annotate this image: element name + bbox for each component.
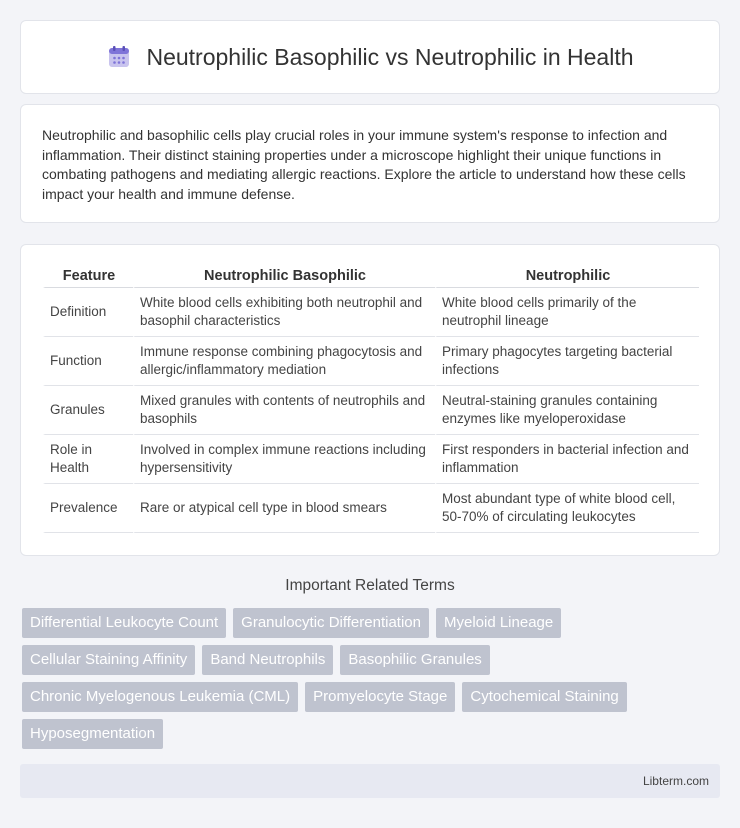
table-row [43,386,699,435]
related-term-tag[interactable]: Cytochemical Staining [462,682,626,712]
row-neutrophilic-basophilic: White blood cells exhibiting both neutrophil and basophil characteristics [133,288,435,337]
related-term-tag[interactable]: Hyposegmentation [22,719,163,749]
related-term-tag[interactable]: Granulocytic Differentiation [233,608,429,638]
row-feature: Function [43,337,133,386]
table-row [43,484,699,533]
row-neutrophilic-basophilic: Immune response combining phagocytosis and allergic/inflammatory mediation [133,337,435,386]
row-neutrophilic: White blood cells primarily of the neutrophil lineage [435,288,699,337]
row-neutrophilic-basophilic: Involved in complex immune reactions including hypersensitivity [133,435,435,484]
table-row [43,337,699,386]
related-terms-heading: Important Related Terms [285,577,455,594]
related-term-tag[interactable]: Myeloid Lineage [436,608,561,638]
row-neutrophilic: Primary phagocytes targeting bacterial infections [435,337,699,386]
row-neutrophilic: Neutral-staining granules containing enzymes like myeloperoxidase [435,386,699,435]
related-term-tag[interactable]: Chronic Myelogenous Leukemia (CML) [22,682,298,712]
related-terms-list [22,608,722,756]
row-neutrophilic: First responders in bacterial infection and inflammation [435,435,699,484]
header-card [20,20,720,94]
row-feature: Definition [43,288,133,337]
footer-site-link[interactable]: Libterm.com [642,774,709,788]
related-term-tag[interactable]: Band Neutrophils [202,645,333,675]
table-row [43,288,699,337]
row-feature: Granules [43,386,133,435]
related-term-tag[interactable]: Basophilic Granules [340,645,489,675]
intro-card [20,104,720,223]
related-term-tag[interactable]: Cellular Staining Affinity [22,645,195,675]
column-header-feature: Feature [43,266,133,288]
related-term-tag[interactable]: Differential Leukocyte Count [22,608,226,638]
footer [20,764,720,798]
column-header-neutrophilic-basophilic: Neutrophilic Basophilic [133,266,435,288]
calendar-icon [106,44,132,70]
row-neutrophilic-basophilic: Mixed granules with contents of neutrophils and basophils [133,386,435,435]
row-neutrophilic-basophilic: Rare or atypical cell type in blood smears [133,484,435,533]
comparison-table-card [20,244,720,556]
row-feature: Role in Health [43,435,133,484]
page-title: Neutrophilic Basophilic vs Neutrophilic in Health [146,43,634,70]
related-term-tag[interactable]: Promyelocyte Stage [305,682,455,712]
comparison-table [43,266,699,533]
column-header-neutrophilic: Neutrophilic [435,266,699,288]
table-row [43,435,699,484]
row-feature: Prevalence [43,484,133,533]
row-neutrophilic: Most abundant type of white blood cell, 50-70% of circulating leukocytes [435,484,699,533]
intro-text: Neutrophilic and basophilic cells play crucial roles in your immune system's response to infection and inflammation. Their distinct staining properties under a microscope highlight their unique functions in combating pathogens and mediating allergic reactions. Explore the article to understand how these cells impact your health and immune defense. [42,127,686,202]
